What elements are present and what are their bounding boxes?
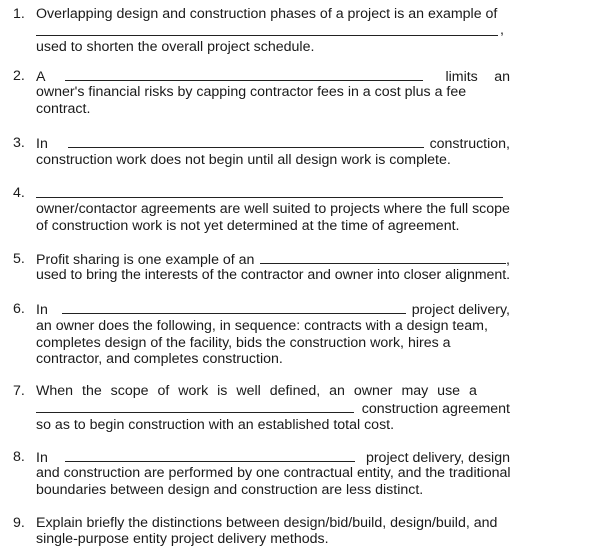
question-text: of construction work is not yet determined at the time of agreement.	[36, 218, 460, 234]
question-number: 8.	[13, 449, 25, 465]
answer-blank[interactable]	[65, 449, 355, 462]
question-number: 6.	[13, 301, 25, 317]
question-text: so as to begin construction with an established total cost.	[36, 417, 395, 433]
question-text: and construction are performed by one contractual entity, and the traditional	[36, 465, 511, 481]
question-text-suffix: limits	[445, 69, 478, 85]
question-text-suffix: project delivery, design	[365, 450, 510, 466]
question-number: 3.	[13, 135, 25, 151]
question-text: single-purpose entity project delivery methods.	[36, 531, 329, 547]
question-text-suffix: an	[494, 69, 510, 85]
question-text: owner's financial risks by capping contractor fees in a cost plus a fee	[36, 84, 467, 100]
question-text: contract.	[36, 101, 91, 117]
question-text-suffix: project delivery,	[411, 302, 510, 318]
question-number: 4.	[13, 185, 25, 201]
question-text: owner/contactor agreements are well suited to projects where the full scope	[36, 201, 510, 217]
question-text: completes design of the facility, bids the construction work, hires a	[36, 335, 451, 351]
question-text-prefix: A	[36, 69, 46, 85]
question-text: Explain briefly the distinctions between design/bid/build, design/build, and	[36, 515, 498, 531]
question-text: When the scope of work is well defined, an owner may use a	[36, 383, 477, 399]
question-number: 9.	[13, 515, 25, 531]
answer-blank[interactable]	[36, 400, 354, 413]
question-text: construction work does not begin until all design work is complete.	[36, 152, 451, 168]
question-text: used to shorten the overall project schedule.	[36, 39, 315, 55]
question-text-prefix: In	[36, 302, 48, 318]
question-number: 5.	[13, 251, 25, 267]
question-text-suffix: ,	[506, 252, 510, 268]
question-text: contractor, and completes construction.	[36, 351, 283, 367]
question-text-prefix: Profit sharing is one example of an	[36, 252, 255, 268]
question-text: boundaries between design and construction are less distinct.	[36, 482, 424, 498]
question-text-suffix: construction agreement	[361, 401, 510, 417]
question-text: an owner does the following, in sequence: contracts with a design team,	[36, 318, 488, 334]
question-text-prefix: In	[36, 450, 48, 466]
question-text: Overlapping design and construction phases of a project is an example of	[36, 6, 498, 22]
answer-blank[interactable]	[62, 301, 406, 314]
answer-blank[interactable]	[36, 34, 498, 36]
question-text-prefix: In	[36, 136, 48, 152]
answer-blank[interactable]	[68, 135, 424, 148]
question-number: 1.	[13, 6, 25, 22]
question-text: used to bring the interests of the contractor and owner into closer alignment.	[36, 267, 511, 283]
blank-comma: ,	[500, 22, 504, 38]
answer-blank[interactable]	[36, 196, 503, 198]
question-number: 2.	[13, 68, 25, 84]
answer-blank[interactable]	[260, 251, 506, 264]
question-text-suffix: construction,	[429, 136, 510, 152]
question-number: 7.	[13, 383, 25, 399]
answer-blank[interactable]	[65, 68, 423, 81]
